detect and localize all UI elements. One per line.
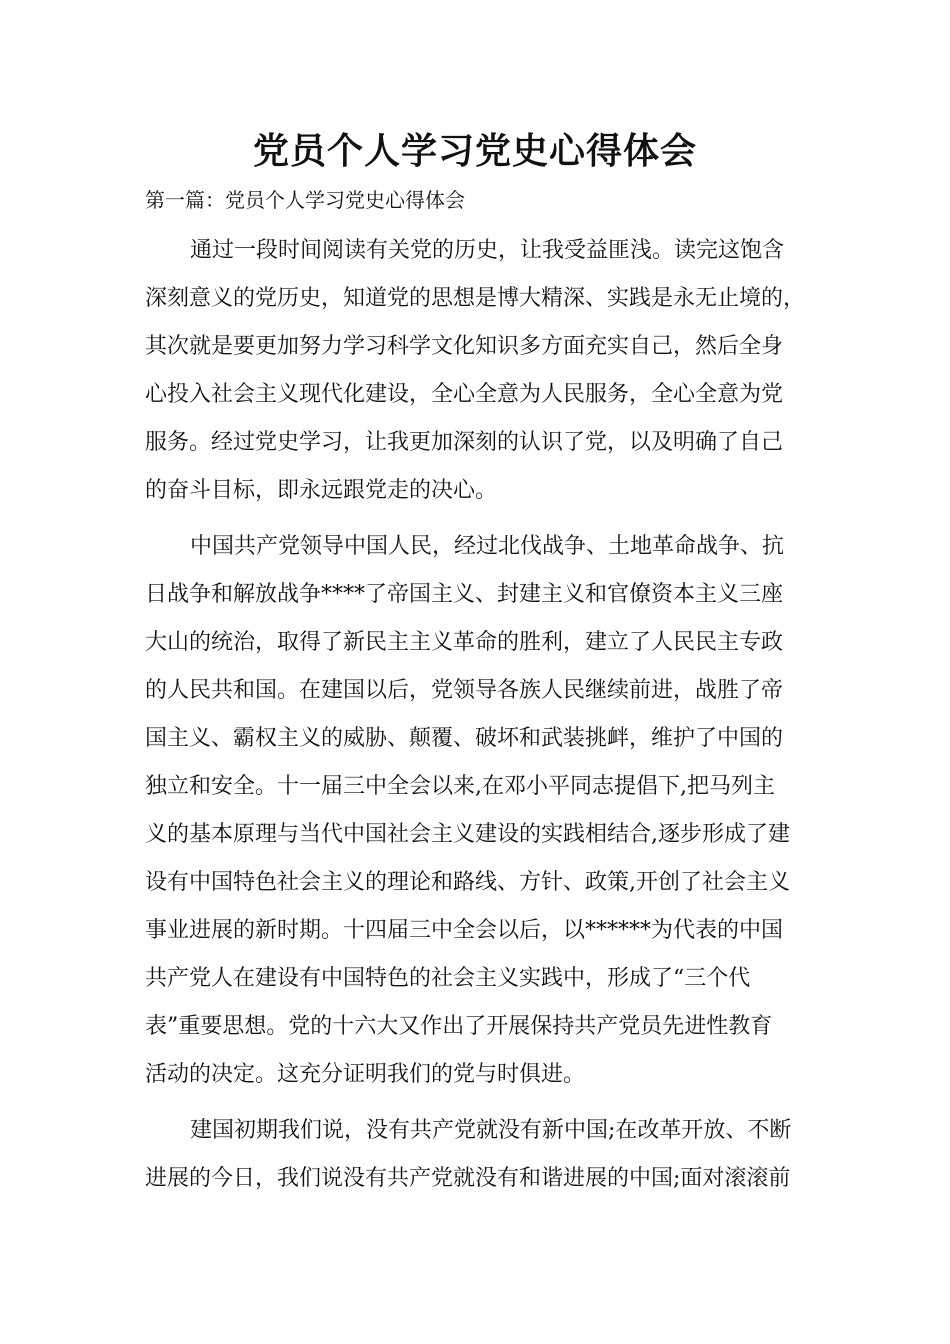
paragraph-2-line: 设有中国特色社会主义的理论和路线、方针、政策,开创了社会主义: [145, 870, 790, 895]
paragraph-2-line: 事业进展的新时期。十四届三中全会以后，以******为代表的中国: [145, 918, 784, 943]
paragraph-1-line: 心投入社会主义现代化建设，全心全意为人民服务，全心全意为党: [145, 382, 784, 407]
paragraph-2-line: 国主义、霸权主义的威胁、颠覆、破坏和武装挑衅，维护了中国的: [145, 726, 784, 751]
paragraph-3-line: 进展的今日，我们说没有共产党就没有和谐进展的中国;面对滚滚前: [145, 1166, 791, 1191]
paragraph-2-line: 共产党人在建设有中国特色的社会主义实践中，形成了“三个代: [145, 966, 751, 991]
paragraph-1-line: 深刻意义的党历史，知道党的思想是博大精深、实践是永无止境的，: [145, 286, 806, 311]
paragraph-2-line: 中国共产党领导中国人民，经过北伐战争、土地革命战争、抗: [190, 534, 785, 559]
document-subtitle: 第一篇：党员个人学习党史心得体会: [145, 188, 465, 212]
paragraph-2-line: 独立和安全。十一届三中全会以来,在邓小平同志提倡下,把马列主: [145, 774, 775, 799]
paragraph-1-line: 其次就是要更加努力学习科学文化知识多方面充实自己，然后全身: [145, 334, 784, 359]
paragraph-2-line: 表”重要思想。党的十六大又作出了开展保持共产党员先进性教育: [145, 1014, 773, 1039]
document-title: 党员个人学习党史心得体会: [252, 131, 697, 172]
paragraph-2-line: 活动的决定。这充分证明我们的党与时俱进。: [145, 1062, 586, 1087]
paragraph-2-line: 的人民共和国。在建国以后，党领导各族人民继续前进，战胜了帝: [145, 678, 784, 703]
paragraph-1-line: 服务。经过党史学习，让我更加深刻的认识了党，以及明确了自己: [145, 430, 784, 455]
paragraph-3-line: 建国初期我们说，没有共产党就没有新中国;在改革开放、不断: [190, 1118, 792, 1143]
paragraph-2-line: 义的基本原理与当代中国社会主义建设的实践相结合,逐步形成了建: [145, 822, 790, 847]
paragraph-1-line: 的奋斗目标，即永远跟党走的决心。: [145, 478, 498, 503]
paragraph-2-line: 大山的统治，取得了新民主主义革命的胜利，建立了人民民主专政: [145, 630, 784, 655]
paragraph-1-line: 通过一段时间阅读有关党的历史，让我受益匪浅。读完这饱含: [190, 238, 785, 263]
paragraph-2-line: 日战争和解放战争****了帝国主义、封建主义和官僚资本主义三座: [145, 582, 784, 607]
